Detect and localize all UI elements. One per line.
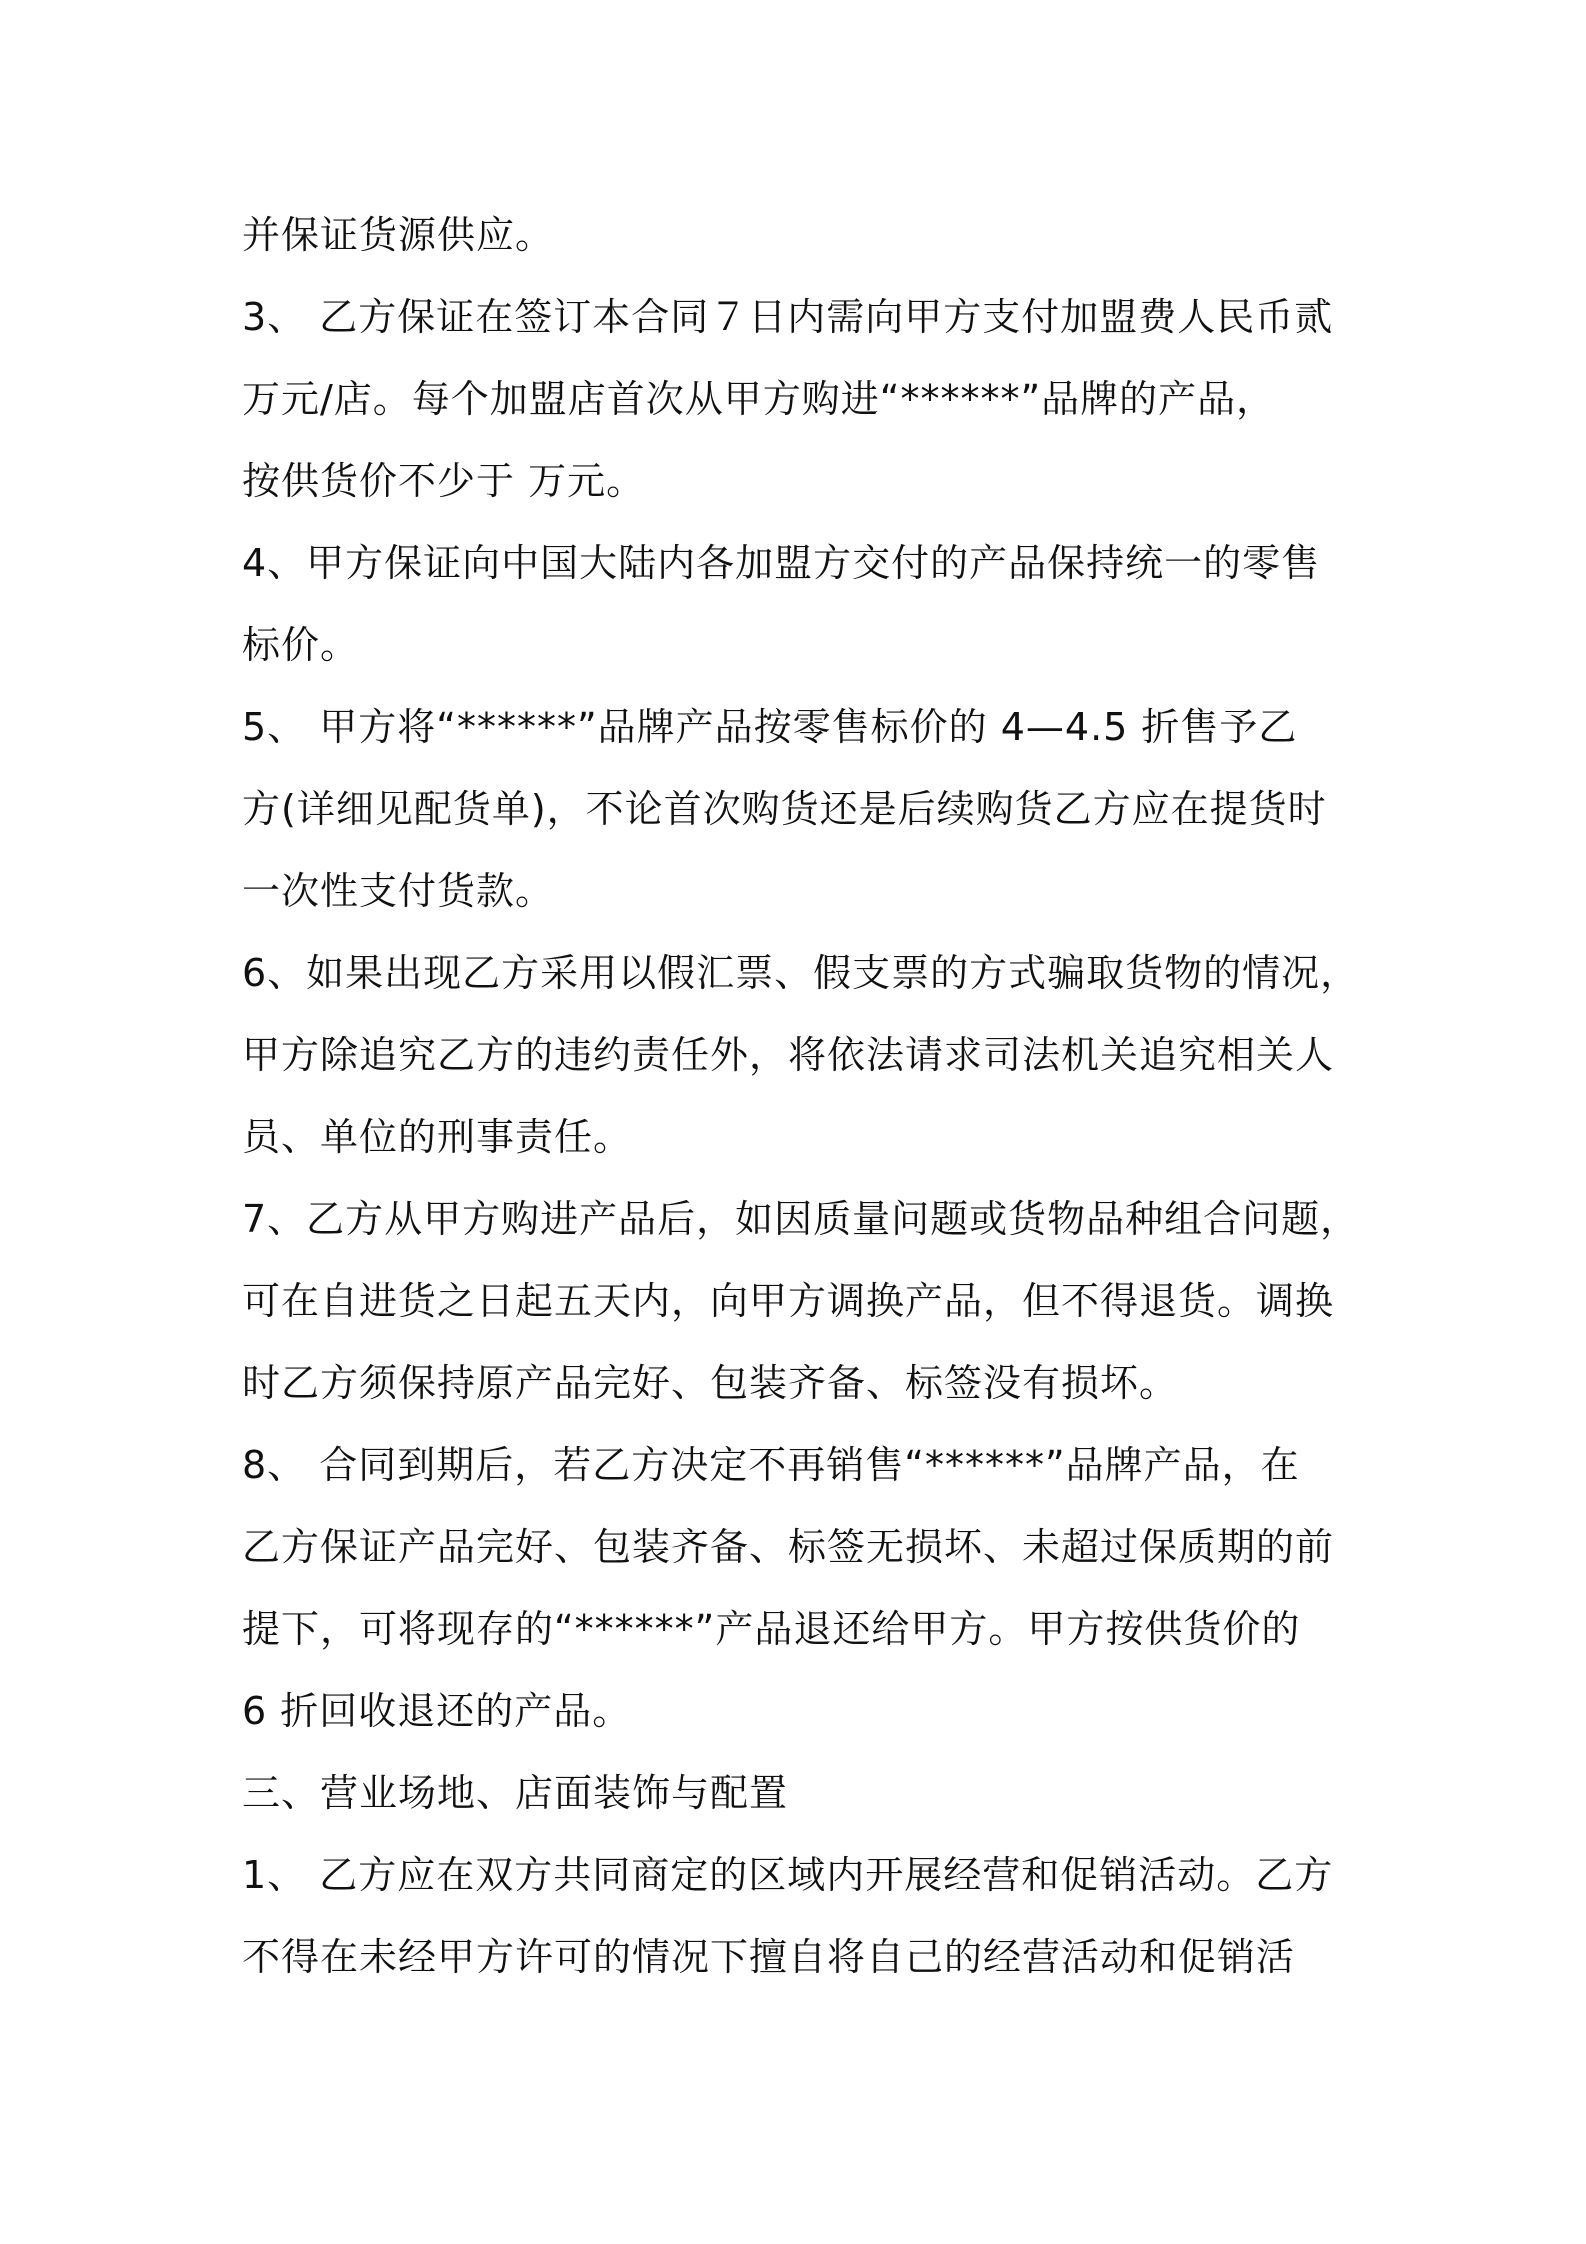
paragraph-section-3-clause-1 [242, 1834, 1357, 1998]
text-line: 1、 乙方应在双方共同商定的区域内开展经营和促销活动。乙方 [242, 1853, 1334, 1897]
paragraph-supply-guarantee [242, 194, 1357, 276]
text-line: 标价。 [242, 623, 360, 667]
text-line: 8、 合同到期后，若乙方决定不再销售“******”品牌产品，在 [242, 1443, 1300, 1487]
paragraph-clause-8 [242, 1424, 1357, 1752]
text-line: 7、乙方从甲方购进产品后，如因质量问题或货物品种组合问题， [242, 1197, 1360, 1241]
text-line: 甲方除追究乙方的违约责任外，将依法请求司法机关追究相关人 [242, 1033, 1335, 1077]
section-heading-3 [242, 1752, 1357, 1834]
text-line: 可在自进货之日起五天内，向甲方调换产品，但不得退货。调换 [242, 1279, 1335, 1323]
text-line: 方(详细见配货单)，不论首次购货还是后续购货乙方应在提货时 [242, 787, 1327, 831]
text-line: 员、单位的刑事责任。 [242, 1115, 633, 1159]
paragraph-clause-4 [242, 522, 1357, 686]
text-line: 万元/店。每个加盟店首次从甲方购进“******”品牌的产品， [242, 377, 1276, 421]
paragraph-clause-7 [242, 1178, 1360, 1424]
paragraph-clause-6 [242, 932, 1360, 1178]
paragraph-clause-3 [242, 276, 1357, 522]
text-line: 提下，可将现存的“******”产品退还给甲方。甲方按供货价的 [242, 1607, 1301, 1651]
text-line: 3、 乙方保证在签订本合同７日内需向甲方支付加盟费人民币贰 [242, 295, 1334, 339]
text-line: 4、甲方保证向中国大陆内各加盟方交付的产品保持统一的零售 [242, 541, 1321, 585]
text-line: 不得在未经甲方许可的情况下擅自将自己的经营活动和促销活 [242, 1935, 1296, 1979]
text-line: 一次性支付货款。 [242, 869, 555, 913]
section-heading-text: 三、营业场地、店面装饰与配置 [242, 1771, 789, 1815]
text-line: 按供货价不少于 万元。 [242, 459, 646, 503]
text-line: 乙方保证产品完好、包装齐备、标签无损坏、未超过保质期的前 [242, 1525, 1335, 1569]
text-line: 6 折回收退还的产品。 [242, 1689, 632, 1733]
text-line: 5、 甲方将“******”品牌产品按零售标价的 4—4.5 折售予乙 [242, 705, 1298, 749]
document-body [242, 194, 1360, 1998]
text-line: 时乙方须保持原产品完好、包装齐备、标签没有损坏。 [242, 1361, 1179, 1405]
paragraph-clause-5 [242, 686, 1357, 932]
text-line: 并保证货源供应。 [242, 213, 555, 257]
text-line: 6、如果出现乙方采用以假汇票、假支票的方式骗取货物的情况， [242, 951, 1360, 995]
